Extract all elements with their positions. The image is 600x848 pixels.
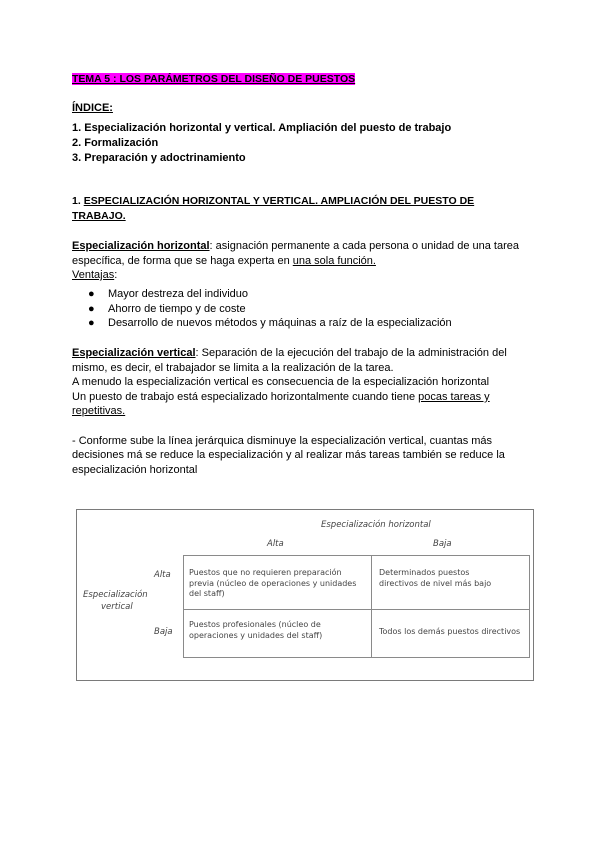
horizontal-def-pre: específica, de forma que se haga experta en <box>72 255 293 267</box>
section-heading-text-2: TRABAJO. <box>72 210 126 222</box>
cell-line: Todos los demás puestos directivos <box>379 627 521 636</box>
cell-line: del staff) <box>189 589 225 598</box>
section-heading <box>72 194 474 208</box>
cell-alta-alta <box>189 568 356 600</box>
list-item-text: Desarrollo de nuevos métodos y máquinas a raíz de la especialización <box>108 317 452 329</box>
cell-line: operaciones y unidades del staff) <box>189 630 323 640</box>
grid-divider-horizontal <box>184 609 529 610</box>
advantages-label-text: Ventajas <box>72 269 115 281</box>
list-item-text: Ahorro de tiempo y de coste <box>108 302 246 315</box>
list-item <box>72 287 452 302</box>
title-highlight: TEMA 5 : LOS PARÁMETROS DEL DISEÑO DE PUESTOS <box>72 73 356 85</box>
horizontal-term: Especialización horizontal <box>72 240 210 252</box>
matrix-grid <box>183 555 530 658</box>
cell-line: directivos de nivel más bajo <box>379 578 492 588</box>
index-item-2: 2. Formalización <box>72 137 159 149</box>
horizontal-def-line-2 <box>72 254 376 268</box>
row-header-alta: Alta <box>154 570 171 580</box>
horizontal-def-underlined: una sola función. <box>292 255 376 267</box>
vertical-line-4 <box>72 390 490 404</box>
note-line-3: especialización horizontal <box>72 464 198 476</box>
vertical-line-4-underlined: pocas tareas y <box>418 391 490 403</box>
advantages-label <box>72 268 117 282</box>
index-item-1: 1. Especialización horizontal y vertical. Ampliación del puesto de trabajo <box>72 122 452 134</box>
vertical-def-rest: : Separación de la ejecución del trabajo de la administración del <box>195 347 507 359</box>
cell-baja-baja <box>379 627 520 638</box>
vertical-term: Especialización vertical <box>72 347 196 359</box>
list-item <box>72 302 452 317</box>
vertical-line-5: repetitivas. <box>72 405 126 417</box>
list-item-text: Mayor destreza del individuo <box>108 288 249 300</box>
index-heading: ÍNDICE: <box>72 102 113 114</box>
advantages-list <box>72 287 452 331</box>
vertical-line-1 <box>72 346 507 360</box>
vertical-line-2: mismo, es decir, el trabajador se limita a la realización de la tarea. <box>72 362 394 374</box>
cell-line: Determinados puestos <box>379 568 470 577</box>
vertical-line-4-pre: Un puesto de trabajo está especializado horizontalmente cuando tiene <box>72 391 419 403</box>
col-header: Especialización horizontal <box>321 520 431 530</box>
cell-line: previa (núcleo de operaciones y unidades <box>189 578 357 588</box>
section-heading-number: 1. <box>72 195 84 207</box>
col-header-alta: Alta <box>267 539 284 549</box>
row-header-label-2: vertical <box>101 602 133 612</box>
page-title <box>72 72 355 86</box>
cell-baja-alta <box>189 620 322 641</box>
cell-line: Puestos que no requieren preparación <box>189 568 342 577</box>
bullet-icon: ● <box>88 302 95 315</box>
row-header-baja: Baja <box>154 627 173 637</box>
horizontal-def-rest: : asignación permanente a cada persona o unidad de una tarea <box>209 240 519 252</box>
row-header-label-1: Especialización <box>83 590 148 600</box>
section-heading-text-1: ESPECIALIZACIÓN HORIZONTAL Y VERTICAL. AMPLIACIÓN DEL PUESTO DE <box>83 195 475 207</box>
col-header-baja: Baja <box>433 539 452 549</box>
vertical-line-3: A menudo la especialización vertical es consecuencia de la especialización horizontal <box>72 376 490 388</box>
bullet-icon: ● <box>88 288 95 300</box>
cell-line: Puestos profesionales (núcleo de <box>189 620 321 629</box>
advantages-colon: : <box>114 269 118 281</box>
specialization-table-figure <box>76 509 534 681</box>
note-line-2: decisiones má se reduce la especialización y al realizar más tareas también se reduce la <box>72 449 505 461</box>
cell-alta-baja <box>379 568 491 589</box>
grid-divider-vertical <box>371 556 372 657</box>
index-item-3: 3. Preparación y adoctrinamiento <box>72 152 246 164</box>
note-line-1: - Conforme sube la línea jerárquica disminuye la especialización vertical, cuantas más <box>72 435 493 447</box>
bullet-icon: ● <box>88 317 95 329</box>
horizontal-def-line-1 <box>72 239 519 253</box>
list-item <box>72 316 452 331</box>
